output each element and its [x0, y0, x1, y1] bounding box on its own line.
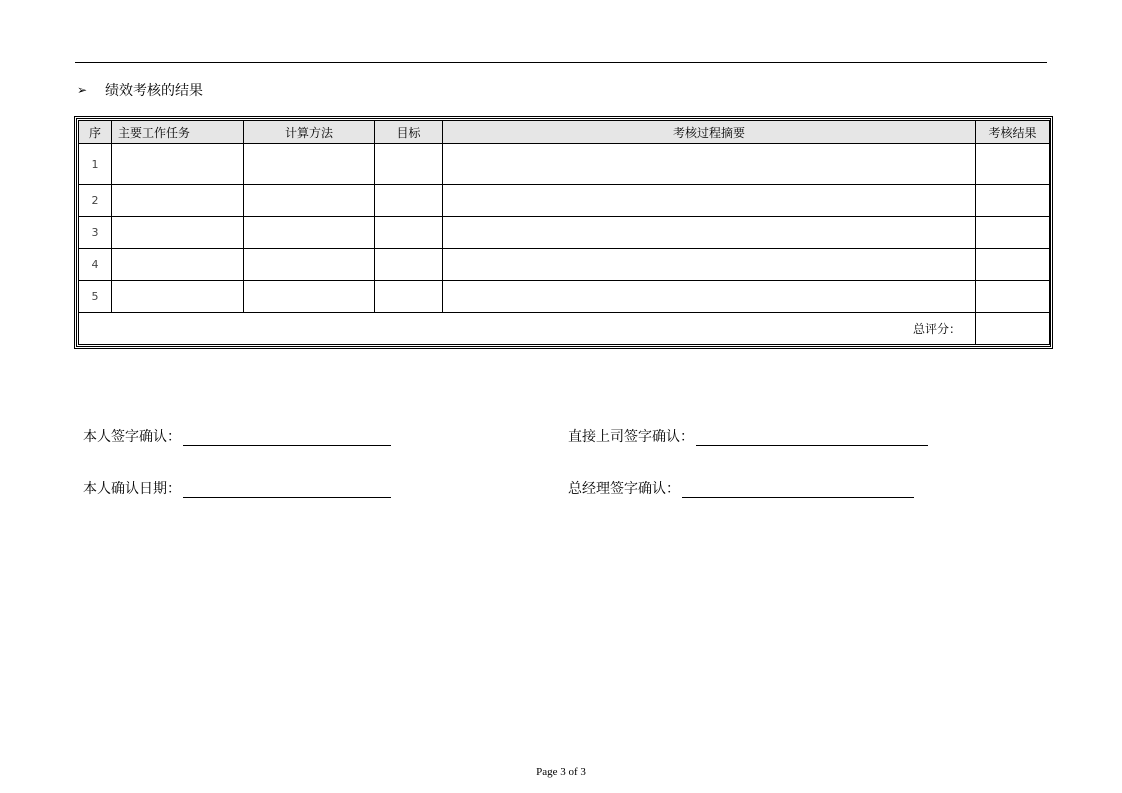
method-cell[interactable] [244, 144, 375, 185]
col-header-no: 序 [79, 121, 112, 144]
header-rule [75, 62, 1047, 63]
col-header-summary: 考核过程摘要 [443, 121, 976, 144]
task-cell[interactable] [112, 217, 244, 249]
col-header-target: 目标 [375, 121, 443, 144]
table-row [79, 217, 1050, 249]
gm-sign-field [568, 478, 914, 498]
self-date-label: 本人确认日期： [83, 481, 181, 497]
method-cell[interactable] [244, 281, 375, 313]
section-title: 绩效考核的结果 [105, 83, 203, 99]
self-sign-label: 本人签字确认： [83, 429, 181, 445]
col-header-result: 考核结果 [976, 121, 1050, 144]
result-cell[interactable] [976, 185, 1050, 217]
target-cell[interactable] [375, 281, 443, 313]
col-header-task: 主要工作任务 [112, 121, 244, 144]
table-header-row [79, 121, 1050, 144]
target-cell[interactable] [375, 185, 443, 217]
target-cell[interactable] [375, 249, 443, 281]
supervisor-sign-line[interactable] [696, 431, 928, 446]
summary-cell[interactable] [443, 144, 976, 185]
self-date-line[interactable] [183, 483, 391, 498]
result-cell[interactable] [976, 217, 1050, 249]
self-sign-field [83, 426, 391, 446]
row-number: 2 [79, 185, 112, 217]
summary-cell[interactable] [443, 185, 976, 217]
section-heading [77, 80, 203, 100]
page-number: Page 3 of 3 [536, 766, 586, 778]
result-cell[interactable] [976, 249, 1050, 281]
summary-cell[interactable] [443, 249, 976, 281]
task-cell[interactable] [112, 249, 244, 281]
self-sign-line[interactable] [183, 431, 391, 446]
result-cell[interactable] [976, 144, 1050, 185]
row-number: 5 [79, 281, 112, 313]
total-score-label: 总评分： [79, 313, 976, 345]
target-cell[interactable] [375, 217, 443, 249]
row-number: 3 [79, 217, 112, 249]
method-cell[interactable] [244, 217, 375, 249]
result-cell[interactable] [976, 281, 1050, 313]
supervisor-sign-field [568, 426, 928, 446]
table-row [79, 281, 1050, 313]
method-cell[interactable] [244, 249, 375, 281]
total-row [79, 313, 1050, 345]
method-cell[interactable] [244, 185, 375, 217]
gm-sign-line[interactable] [682, 483, 914, 498]
arrow-bullet-icon: ➢ [77, 83, 88, 97]
summary-cell[interactable] [443, 281, 976, 313]
total-score-cell[interactable] [976, 313, 1050, 345]
table-row [79, 249, 1050, 281]
row-number: 1 [79, 144, 112, 185]
task-cell[interactable] [112, 144, 244, 185]
target-cell[interactable] [375, 144, 443, 185]
task-cell[interactable] [112, 281, 244, 313]
col-header-method: 计算方法 [244, 121, 375, 144]
table-row [79, 185, 1050, 217]
table-row [79, 144, 1050, 185]
self-date-field [83, 478, 391, 498]
row-number: 4 [79, 249, 112, 281]
supervisor-sign-label: 直接上司签字确认： [568, 429, 694, 445]
result-table [78, 120, 1050, 345]
result-table-frame [74, 116, 1053, 349]
gm-sign-label: 总经理签字确认： [568, 481, 680, 497]
summary-cell[interactable] [443, 217, 976, 249]
task-cell[interactable] [112, 185, 244, 217]
